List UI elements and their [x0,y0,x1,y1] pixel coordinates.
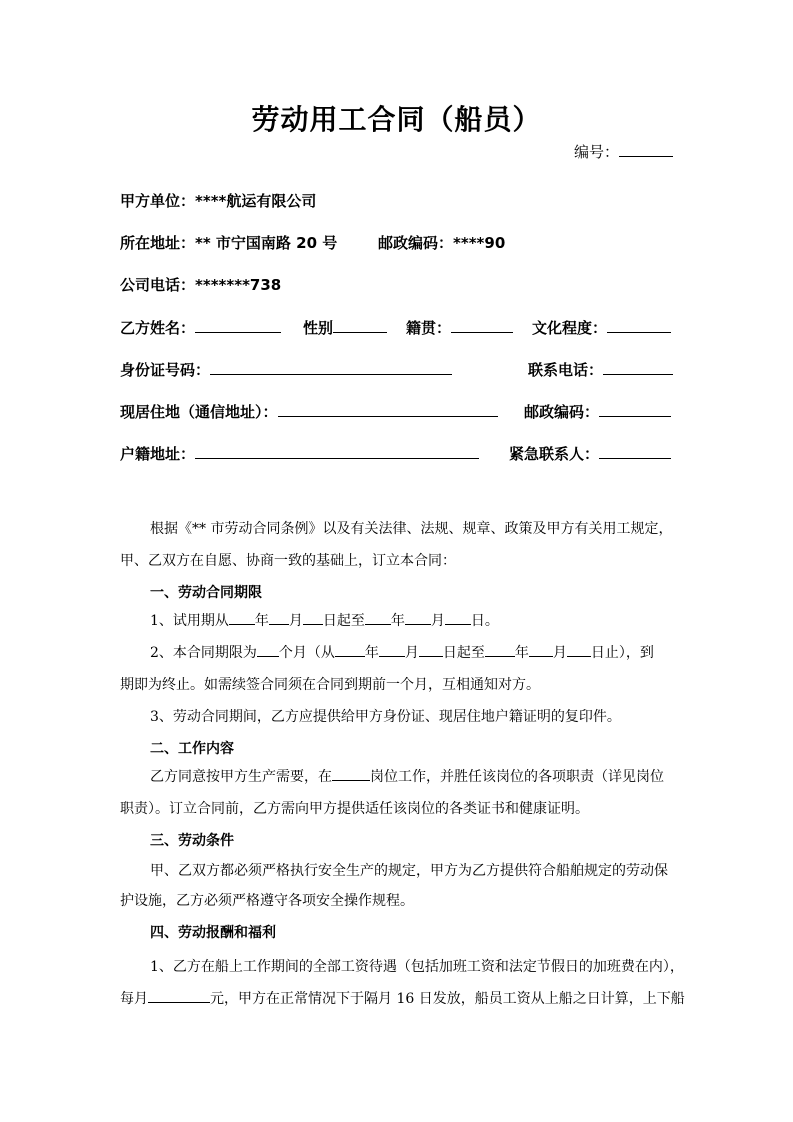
party-b-id-blank[interactable] [210,358,452,375]
section-2-heading: 二、工作内容 [150,741,234,757]
section-1-item-2 [150,638,654,668]
text-fragment: 2、本合同期限为 [150,645,257,661]
probation-end-month-blank[interactable] [405,610,431,625]
party-b-emergency-blank[interactable] [599,442,671,459]
party-b-contact-label: 联系电话： [528,361,604,379]
party-b-education-label: 文化程度： [532,319,608,337]
text-fragment: 个月（从 [278,645,335,661]
text-fragment: 每月 [120,991,148,1007]
section-4-line-1: 1、乙方在船上工作期间的全部工资待遇（包括加班工资和法定节假日的加班费在内）， [150,959,684,975]
party-a-phone-value: *******738 [195,276,282,294]
doc-number-label: 编号： [573,143,619,161]
party-b-household [120,442,479,464]
section-3-heading: 三、劳动条件 [150,833,234,849]
party-b-residence-label: 现居住地（通信地址）： [120,403,278,421]
text-fragment: 年 [390,613,405,629]
party-b-name [120,316,281,338]
party-a-unit [120,190,316,211]
contract-start-year-blank[interactable] [335,642,365,657]
text-fragment: 1、试用期从 [150,613,229,629]
party-b-native-blank[interactable] [451,316,513,333]
party-b-gender-label: 性别 [303,319,334,337]
party-a-phone-label: 公司电话： [120,276,196,294]
text-fragment: 年 [254,613,269,629]
party-b-education-blank[interactable] [607,316,671,333]
section-1-item-2-line-2: 期即为终止。如需续签合同须在合同到期前一个月，互相通知对方。 [120,677,540,693]
section-3-line-1: 甲、乙双方都必须严格执行安全生产的规定，甲方为乙方提供符合船舶规定的劳动保 [150,863,668,879]
text-fragment: 日起至 [322,613,365,629]
party-b-postcode-label: 邮政编码： [524,403,600,421]
section-4-heading: 四、劳动报酬和福利 [150,925,276,941]
probation-end-day-blank[interactable] [445,610,471,625]
party-a-postcode-value: ****90 [453,234,506,252]
section-1-item-1 [150,606,499,636]
monthly-salary-blank[interactable] [148,988,210,1003]
section-1-item-3: 3、劳动合同期间，乙方应提供给甲方身份证、现居住地户籍证明的复印件。 [150,709,621,725]
party-a-unit-value: ****航运有限公司 [195,192,317,210]
section-2-line-1 [150,762,664,792]
text-fragment: 月 [404,645,419,661]
party-b-emergency [509,442,671,464]
party-b-contact [528,358,673,380]
text-fragment: 日。 [470,613,499,629]
party-a-address-label: 所在地址： [120,234,196,252]
text-fragment: 日止），到 [590,645,654,661]
party-b-postcode [524,400,671,422]
party-b-household-blank[interactable] [195,442,479,459]
section-4-line-2 [120,984,685,1014]
text-fragment: 月 [430,613,445,629]
party-b-id-label: 身份证号码： [120,361,211,379]
party-b-emergency-label: 紧急联系人： [509,445,600,463]
party-a-address [120,232,337,253]
party-b-education [532,316,671,338]
text-fragment: 元，甲方在正常情况下于隔月 16 日发放，船员工资从上船之日计算，上下船 [210,991,685,1007]
doc-number-field [574,140,673,162]
party-a-postcode [378,232,505,253]
probation-start-day-blank[interactable] [303,610,323,625]
party-b-name-blank[interactable] [195,316,281,333]
party-b-residence-blank[interactable] [278,400,498,417]
text-fragment: 月 [288,613,303,629]
contract-months-blank[interactable] [257,642,279,657]
intro-line-2: 甲、乙双方在自愿、协商一致的基础上，订立本合同： [120,553,456,569]
contract-end-day-blank[interactable] [567,642,591,657]
page-title: 劳动用工合同（船员） [251,103,542,136]
party-b-native-label: 籍贯： [406,319,452,337]
party-b-residence [120,400,498,422]
text-fragment: 年 [514,645,529,661]
party-b-household-label: 户籍地址： [120,445,196,463]
text-fragment: 日起至 [442,645,485,661]
party-b-id [120,358,452,380]
contract-end-month-blank[interactable] [529,642,553,657]
probation-end-year-blank[interactable] [365,610,391,625]
section-2-line-2: 职责）。订立合同前，乙方需向甲方提供适任该岗位的各类证书和健康证明。 [120,801,589,817]
text-fragment: 乙方同意按甲方生产需要，在 [150,769,332,785]
party-a-unit-label: 甲方单位： [120,192,196,210]
doc-number-blank[interactable] [619,140,673,157]
party-b-contact-blank[interactable] [603,358,673,375]
party-a-postcode-label: 邮政编码： [378,234,454,252]
probation-start-month-blank[interactable] [269,610,289,625]
text-fragment: 岗位工作，并胜任该岗位的各项职责（详见岗位 [370,769,664,785]
contract-start-day-blank[interactable] [419,642,443,657]
text-fragment: 年 [364,645,379,661]
party-a-address-value: ** 市宁国南路 20 号 [195,234,338,252]
position-blank[interactable] [332,766,370,781]
section-3-line-2: 护设施，乙方必须严格遵守各项安全操作规程。 [120,893,414,909]
probation-start-year-blank[interactable] [229,610,255,625]
party-a-phone [120,274,281,295]
section-1-heading: 一、劳动合同期限 [150,585,262,601]
text-fragment: 月 [552,645,567,661]
party-b-name-label: 乙方姓名： [120,319,196,337]
intro-line-1: 根据《** 市劳动合同条例》以及有关法律、法规、规章、政策及甲方有关用工规定， [150,521,673,537]
party-b-native [406,316,513,338]
contract-start-month-blank[interactable] [379,642,405,657]
party-b-gender-blank[interactable] [333,316,387,333]
party-b-gender [303,316,387,338]
contract-end-year-blank[interactable] [485,642,515,657]
party-b-postcode-blank[interactable] [599,400,671,417]
